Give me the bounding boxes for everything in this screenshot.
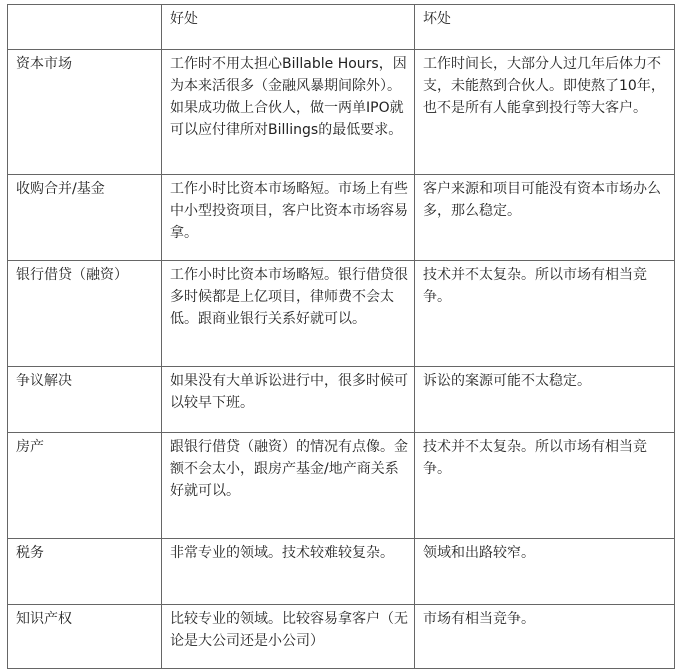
row-cons: 客户来源和项目可能没有资本市场办么多，那么稳定。 bbox=[415, 175, 675, 261]
table-row bbox=[8, 50, 675, 175]
row-cons: 工作时间长，大部分人过几年后体力不支，未能熬到合伙人。即使熬了10年，也不是所有人能拿到投行等大客户。 bbox=[415, 50, 675, 175]
header-cons: 坏处 bbox=[415, 5, 675, 50]
row-category: 税务 bbox=[8, 539, 162, 605]
row-category: 房产 bbox=[8, 433, 162, 539]
table-row bbox=[8, 367, 675, 433]
header-row bbox=[8, 5, 675, 50]
header-category bbox=[8, 5, 162, 50]
row-pros: 工作小时比资本市场略短。银行借贷很多时候都是上亿项目，律师费不会太低。跟商业银行关系好就可以。 bbox=[162, 261, 415, 367]
row-category: 银行借贷（融资） bbox=[8, 261, 162, 367]
row-cons: 市场有相当竞争。 bbox=[415, 605, 675, 669]
header-pros: 好处 bbox=[162, 5, 415, 50]
row-category: 收购合并/基金 bbox=[8, 175, 162, 261]
row-category: 资本市场 bbox=[8, 50, 162, 175]
row-pros: 非常专业的领域。技术较难较复杂。 bbox=[162, 539, 415, 605]
row-cons: 诉讼的案源可能不太稳定。 bbox=[415, 367, 675, 433]
row-pros: 如果没有大单诉讼进行中，很多时候可以较早下班。 bbox=[162, 367, 415, 433]
row-pros: 工作时不用太担心Billable Hours，因为本来活很多（金融风暴期间除外）。如果成功做上合伙人，做一两单IPO就可以应付律所对Billings的最低要求。 bbox=[162, 50, 415, 175]
row-category: 争议解决 bbox=[8, 367, 162, 433]
row-pros: 跟银行借贷（融资）的情况有点像。金额不会太小，跟房产基金/地产商关系好就可以。 bbox=[162, 433, 415, 539]
table-row bbox=[8, 605, 675, 669]
row-category: 知识产权 bbox=[8, 605, 162, 669]
row-cons: 技术并不太复杂。所以市场有相当竞争。 bbox=[415, 433, 675, 539]
table-row bbox=[8, 433, 675, 539]
table-row bbox=[8, 261, 675, 367]
row-cons: 领域和出路较窄。 bbox=[415, 539, 675, 605]
table-row bbox=[8, 539, 675, 605]
row-pros: 比较专业的领域。比较容易拿客户（无论是大公司还是小公司） bbox=[162, 605, 415, 669]
comparison-table bbox=[7, 4, 675, 669]
table-row bbox=[8, 175, 675, 261]
row-cons: 技术并不太复杂。所以市场有相当竞争。 bbox=[415, 261, 675, 367]
row-pros: 工作小时比资本市场略短。市场上有些中小型投资项目，客户比资本市场容易拿。 bbox=[162, 175, 415, 261]
